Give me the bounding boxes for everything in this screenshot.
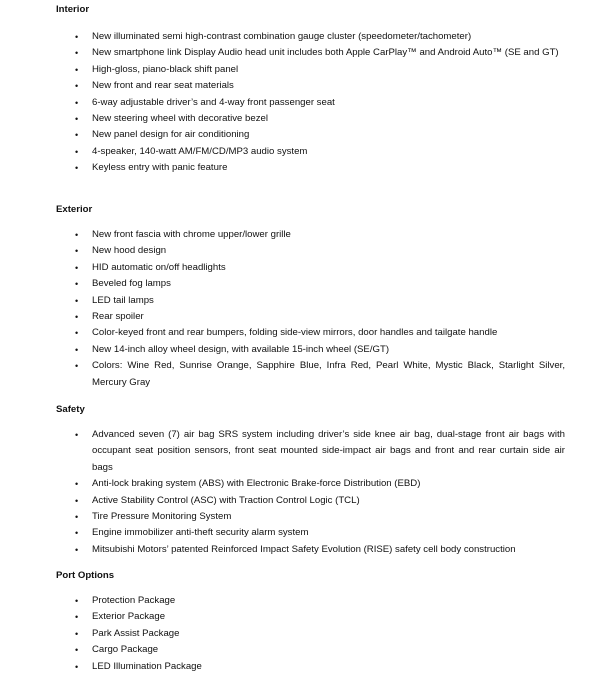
bullet-icon: • [75, 328, 79, 339]
list-item: • Tire Pressure Monitoring System [0, 509, 616, 525]
list-item: • High-gloss, piano-black shift panel [0, 62, 616, 78]
bullet-list [0, 427, 616, 558]
list-item: • 6-way adjustable driver’s and 4-way front passenger seat [0, 95, 616, 111]
list-item: • HID automatic on/off headlights [0, 260, 616, 276]
bullet-icon: • [75, 295, 79, 306]
bullet-icon: • [75, 544, 79, 555]
bullet-icon: • [75, 279, 79, 290]
list-item: • New illuminated semi high-contrast combination gauge cluster (speedometer/tachometer) [0, 29, 616, 45]
bullet-icon: • [75, 48, 79, 59]
section-heading: Interior [56, 4, 90, 15]
list-item: • LED Illumination Package [0, 659, 616, 675]
bullet-icon: • [75, 130, 79, 141]
bullet-icon: • [75, 114, 79, 125]
list-item: • Rear spoiler [0, 309, 616, 325]
list-item: • New smartphone link Display Audio head unit includes both Apple CarPlay™ and Android Auto™ (SE and GT) [0, 45, 616, 61]
bullet-icon: • [75, 661, 79, 672]
bullet-icon: • [75, 430, 79, 440]
bullet-icon: • [75, 479, 79, 490]
list-item: • Anti-lock braking system (ABS) with Electronic Brake-force Distribution (EBD) [0, 476, 616, 492]
bullet-icon: • [75, 246, 79, 257]
list-item: • Keyless entry with panic feature [0, 160, 616, 176]
list-item: • Colors: Wine Red, Sunrise Orange, Sapphire Blue, Infra Red, Pearl White, Mystic Black, Starlight Silver, Mercury Gray [75, 360, 565, 388]
bullet-list [0, 593, 616, 675]
list-item: • New hood design [0, 243, 616, 259]
bullet-list [0, 29, 616, 177]
list-item: • New steering wheel with decorative bezel [0, 111, 616, 127]
list-item: • Exterior Package [0, 609, 616, 625]
list-item: • New 14-inch alloy wheel design, with available 15-inch wheel (SE/GT) [0, 342, 616, 358]
bullet-icon: • [75, 97, 79, 108]
list-item: • 4-speaker, 140-watt AM/FM/CD/MP3 audio system [0, 144, 616, 160]
list-item: • Mitsubishi Motors’ patented Reinforced Impact Safety Evolution (RISE) safety cell body construction [0, 542, 616, 558]
bullet-list [0, 227, 616, 391]
list-item: • New front fascia with chrome upper/lower grille [0, 227, 616, 243]
bullet-icon: • [75, 596, 79, 606]
list-item: • LED tail lamps [0, 293, 616, 309]
bullet-icon: • [75, 163, 79, 174]
bullet-icon: • [75, 512, 79, 523]
bullet-icon: • [75, 64, 79, 75]
list-item: • Park Assist Package [0, 626, 616, 642]
list-item: • Beveled fog lamps [0, 276, 616, 292]
list-item: • Color-keyed front and rear bumpers, folding side-view mirrors, door handles and tailgate handle [0, 325, 616, 341]
bullet-icon: • [75, 628, 79, 639]
bullet-icon: • [75, 495, 79, 506]
section-heading: Port Options [56, 570, 115, 581]
bullet-icon: • [75, 262, 79, 273]
bullet-icon: • [75, 528, 79, 539]
bullet-icon: • [75, 230, 79, 240]
list-item: • Active Stability Control (ASC) with Traction Control Logic (TCL) [0, 493, 616, 509]
section-heading: Safety [56, 404, 85, 415]
list-item: • Cargo Package [0, 642, 616, 658]
list-item: • New front and rear seat materials [0, 78, 616, 94]
bullet-icon: • [75, 81, 79, 92]
bullet-icon: • [75, 32, 79, 42]
list-item: • New panel design for air conditioning [0, 127, 616, 143]
bullet-icon: • [75, 344, 79, 355]
bullet-icon: • [75, 312, 79, 323]
bullet-icon: • [75, 612, 79, 623]
list-item: • Advanced seven (7) air bag SRS system including driver’s side knee air bag, dual-stage front air bags with occupant seat position sensors, front seat mounted side-impact air bags and front and rear curtain side air bags [75, 429, 565, 473]
bullet-icon: • [75, 361, 79, 372]
bullet-icon: • [75, 146, 79, 157]
bullet-icon: • [75, 645, 79, 656]
list-item: • Engine immobilizer anti-theft security alarm system [0, 525, 616, 541]
section-heading: Exterior [56, 204, 93, 215]
list-item: • Protection Package [0, 593, 616, 609]
